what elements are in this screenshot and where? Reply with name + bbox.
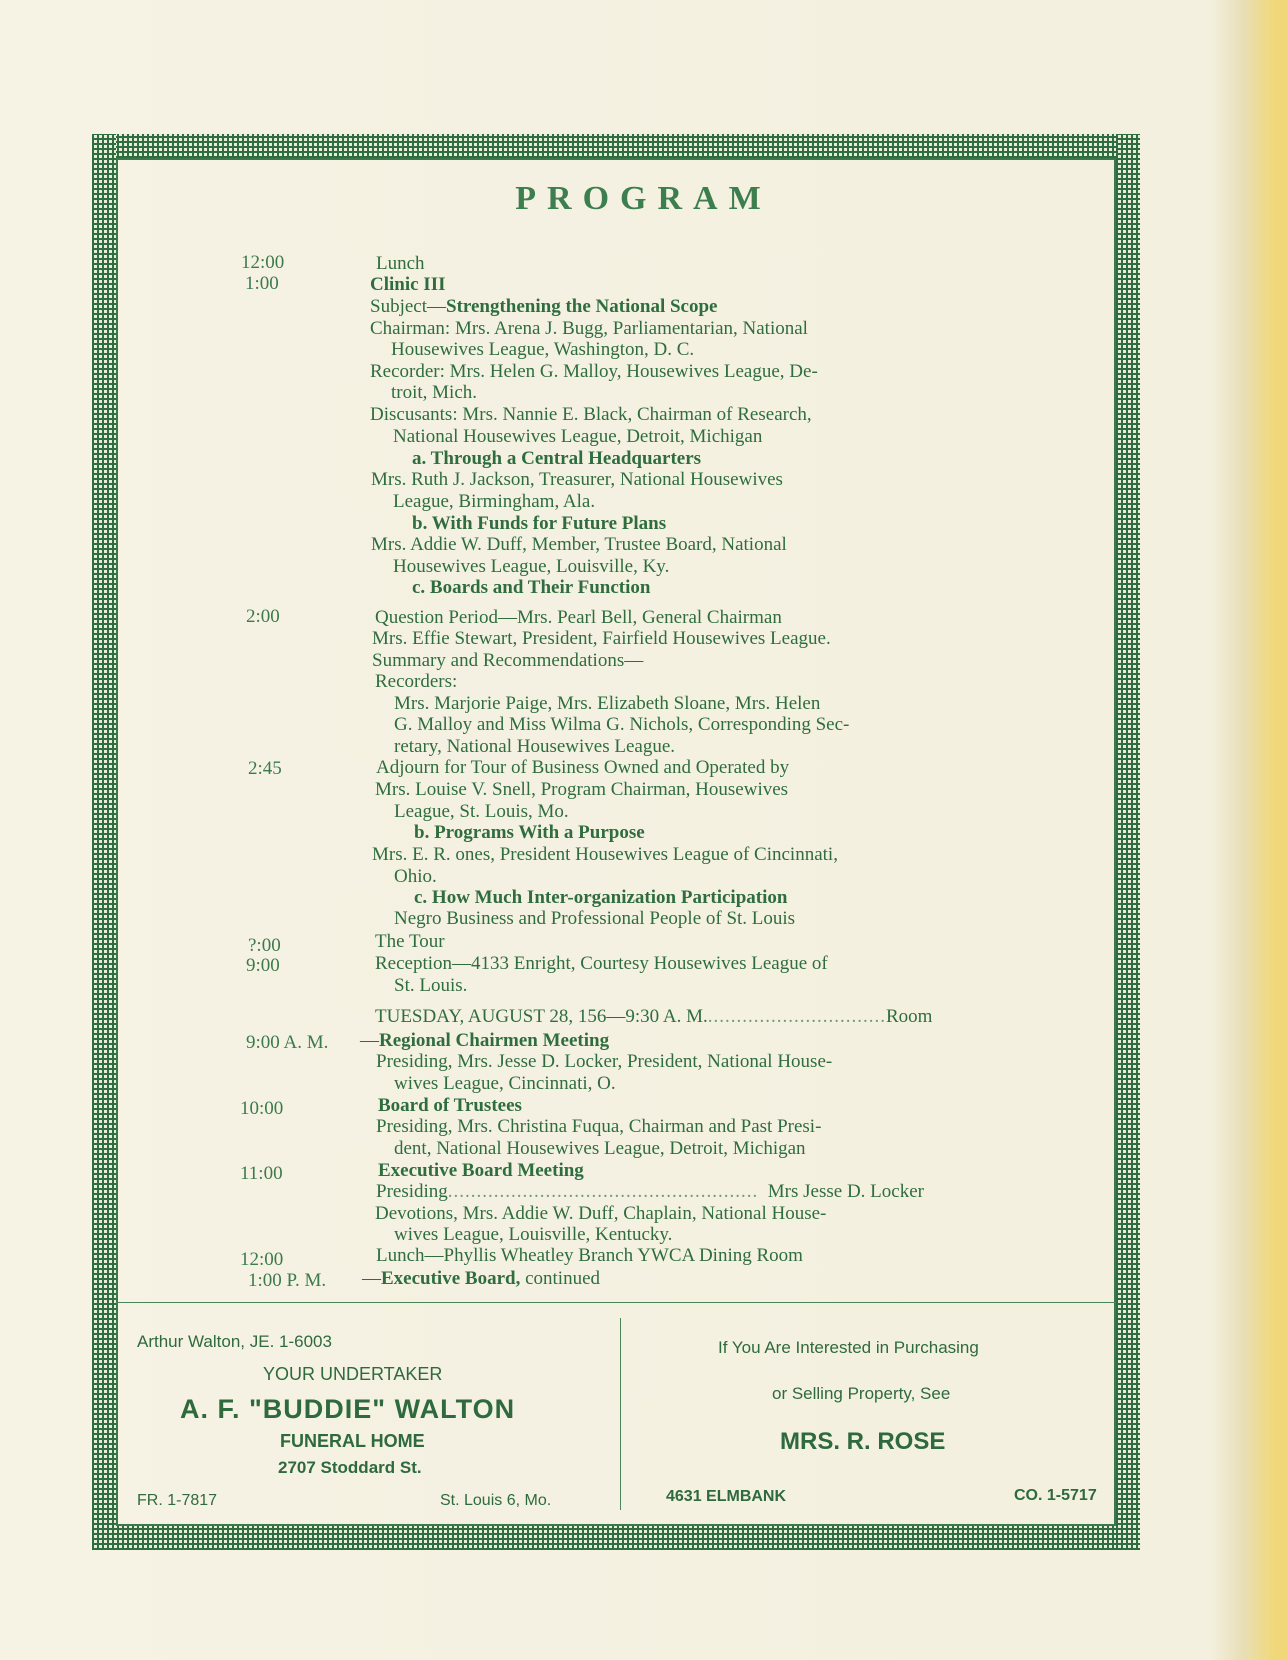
- topic-b2: [414, 822, 645, 844]
- topic-c2: [414, 887, 787, 909]
- regional-title: Regional Chairmen Meeting: [379, 1030, 610, 1051]
- border-right: [1116, 134, 1140, 1550]
- leader-dots: ...............................: [707, 1006, 886, 1027]
- rose-line-1: If You Are Interested in Purchasing: [718, 1338, 979, 1357]
- ad-divider-horizontal: [116, 1302, 1116, 1303]
- recorder-line-1: Recorder: Mrs. Helen G. Malloy, Housewives League, De-: [370, 361, 818, 382]
- exec-meeting-heading: Executive Board Meeting: [378, 1160, 584, 1181]
- topic-c: [412, 577, 650, 599]
- page-title: PROGRAM: [515, 180, 772, 217]
- walton-name: A. F. "BUDDIE" WALTON: [180, 1394, 516, 1424]
- inner-rule-top: [116, 158, 1116, 160]
- chairman-line-1: Chairman: Mrs. Arena J. Bugg, Parliamentarian, National: [370, 318, 808, 339]
- stewart-line: Mrs. Effie Stewart, President, Fairfield Housewives League.: [372, 628, 831, 649]
- presiding-label: Presiding: [376, 1181, 448, 1202]
- devotions-line-2: wives League, Louisville, Kentucky.: [394, 1224, 673, 1245]
- ad-divider-vertical: [620, 1318, 621, 1510]
- tuesday-date: TUESDAY, AUGUST 28, 156—9:30 A. M.: [375, 1006, 708, 1027]
- topic-b2-text: b. Programs With a Purpose: [414, 822, 645, 843]
- chairman-line-2: Housewives League, Washington, D. C.: [391, 339, 695, 360]
- time-1000: 10:00: [240, 1098, 284, 1119]
- continued-word: continued: [520, 1268, 601, 1289]
- time-245: 2:45: [248, 758, 282, 779]
- duff-line-2: Housewives League, Louisville, Ky.: [393, 556, 670, 577]
- time-900am: 9:00 A. M.: [246, 1032, 329, 1053]
- topic-b: [412, 513, 666, 535]
- adjourn-line: Adjourn for Tour of Business Owned and Operated by: [376, 757, 790, 778]
- rose-name: MRS. R. ROSE: [780, 1428, 946, 1455]
- item-subject: [370, 296, 717, 318]
- border-left: [92, 134, 116, 1550]
- reception-line-2: St. Louis.: [394, 975, 468, 996]
- paige-line-2: G. Malloy and Miss Wilma G. Nichols, Corresponding Sec-: [394, 714, 850, 735]
- topic-a: [412, 448, 701, 470]
- inner-rule-bottom: [116, 1524, 1116, 1526]
- locker-line-1: Presiding, Mrs. Jesse D. Locker, President, National House-: [376, 1051, 833, 1072]
- exec-continued: [362, 1268, 600, 1290]
- tuesday-room: Room: [885, 1006, 933, 1027]
- rose-phone: CO. 1-5717: [1014, 1487, 1097, 1504]
- subject-prefix: Subject—: [370, 296, 446, 317]
- time-900: 9:00: [246, 955, 280, 976]
- trustees-heading: Board of Trustees: [378, 1095, 522, 1116]
- walton-business: FUNERAL HOME: [280, 1431, 425, 1451]
- question-period: Question Period—Mrs. Pearl Bell, General Chairman: [375, 607, 782, 628]
- tour-line: The Tour: [375, 931, 445, 952]
- duff-line-1: Mrs. Addie W. Duff, Member, Trustee Board, National: [371, 534, 787, 555]
- discusants-line-1: Discusants: Mrs. Nannie E. Black, Chairman of Research,: [370, 404, 812, 425]
- devotions-line-1: Devotions, Mrs. Addie W. Duff, Chaplain, National House-: [375, 1203, 827, 1224]
- subject-title: Strengthening the National Scope: [446, 296, 718, 317]
- walton-city: St. Louis 6, Mo.: [440, 1492, 552, 1509]
- time-800: ?:00: [248, 935, 281, 956]
- presiding-name: Mrs Jesse D. Locker: [767, 1181, 924, 1202]
- dash-2: —: [362, 1268, 381, 1289]
- rose-line-2: or Selling Property, See: [772, 1384, 951, 1403]
- exec-continued-title: Executive Board,: [381, 1268, 521, 1289]
- snell-line-1: Mrs. Louise V. Snell, Program Chairman, Housewives: [375, 779, 789, 800]
- topic-a-text: a. Through a Central Headquarters: [412, 448, 702, 469]
- time-100pm: 1:00 P. M.: [248, 1270, 327, 1291]
- presiding-line: [376, 1181, 924, 1203]
- lunch-ywca: Lunch—Phyllis Wheatley Branch YWCA Dining Room: [376, 1245, 803, 1266]
- negro-business-line: Negro Business and Professional People of St. Louis: [394, 908, 796, 929]
- regional-meeting: [360, 1030, 609, 1052]
- time-1200: 12:00: [241, 252, 285, 273]
- summary-line: Summary and Recommendations—: [372, 650, 644, 671]
- jackson-line-2: League, Birmingham, Ala.: [393, 491, 596, 512]
- locker-line-2: wives League, Cincinnati, O.: [394, 1073, 616, 1094]
- fuqua-line-2: dent, National Housewives League, Detroit, Michigan: [394, 1138, 806, 1159]
- item-clinic: Clinic III: [370, 274, 446, 295]
- walton-contact: Arthur Walton, JE. 1-6003: [137, 1332, 332, 1351]
- time-200: 2:00: [246, 606, 280, 627]
- tuesday-heading: [375, 1006, 932, 1028]
- border-bottom: [92, 1526, 1140, 1550]
- walton-tagline: YOUR UNDERTAKER: [263, 1364, 443, 1384]
- jones-line-1: Mrs. E. R. ones, President Housewives League of Cincinnati,: [372, 844, 838, 865]
- dash: —: [360, 1030, 379, 1051]
- time-1200b: 12:00: [240, 1249, 284, 1270]
- jones-line-2: Ohio.: [394, 866, 437, 887]
- jackson-line-1: Mrs. Ruth J. Jackson, Treasurer, National Housewives: [371, 469, 783, 490]
- time-1100: 11:00: [240, 1163, 283, 1184]
- item-lunch: Lunch: [376, 253, 425, 274]
- paige-line-3: retary, National Housewives League.: [394, 736, 676, 757]
- time-100: 1:00: [245, 273, 279, 294]
- rose-address: 4631 ELMBANK: [666, 1488, 787, 1505]
- fuqua-line-1: Presiding, Mrs. Christina Fuqua, Chairman and Past Presi-: [376, 1116, 822, 1137]
- recorders-label: Recorders:: [375, 671, 458, 692]
- paige-line-1: Mrs. Marjorie Paige, Mrs. Elizabeth Sloane, Mrs. Helen: [394, 693, 821, 714]
- topic-b-text: b. With Funds for Future Plans: [412, 513, 667, 534]
- inner-rule-left: [116, 158, 118, 1526]
- walton-address: 2707 Stoddard St.: [278, 1458, 422, 1477]
- topic-c-text: c. Boards and Their Function: [412, 577, 651, 598]
- inner-rule-right: [1114, 158, 1116, 1526]
- presiding-dots: ......................................................: [447, 1181, 759, 1202]
- snell-line-2: League, St. Louis, Mo.: [394, 801, 569, 822]
- walton-phone: FR. 1-7817: [137, 1492, 218, 1509]
- border-top: [92, 134, 1140, 158]
- discusants-line-2: National Housewives League, Detroit, Michigan: [393, 426, 763, 447]
- topic-c2-text: c. How Much Inter-organization Participation: [414, 887, 788, 908]
- recorder-line-2: troit, Mich.: [391, 382, 478, 403]
- reception-line-1: Reception—4133 Enright, Courtesy Housewives League of: [375, 953, 828, 974]
